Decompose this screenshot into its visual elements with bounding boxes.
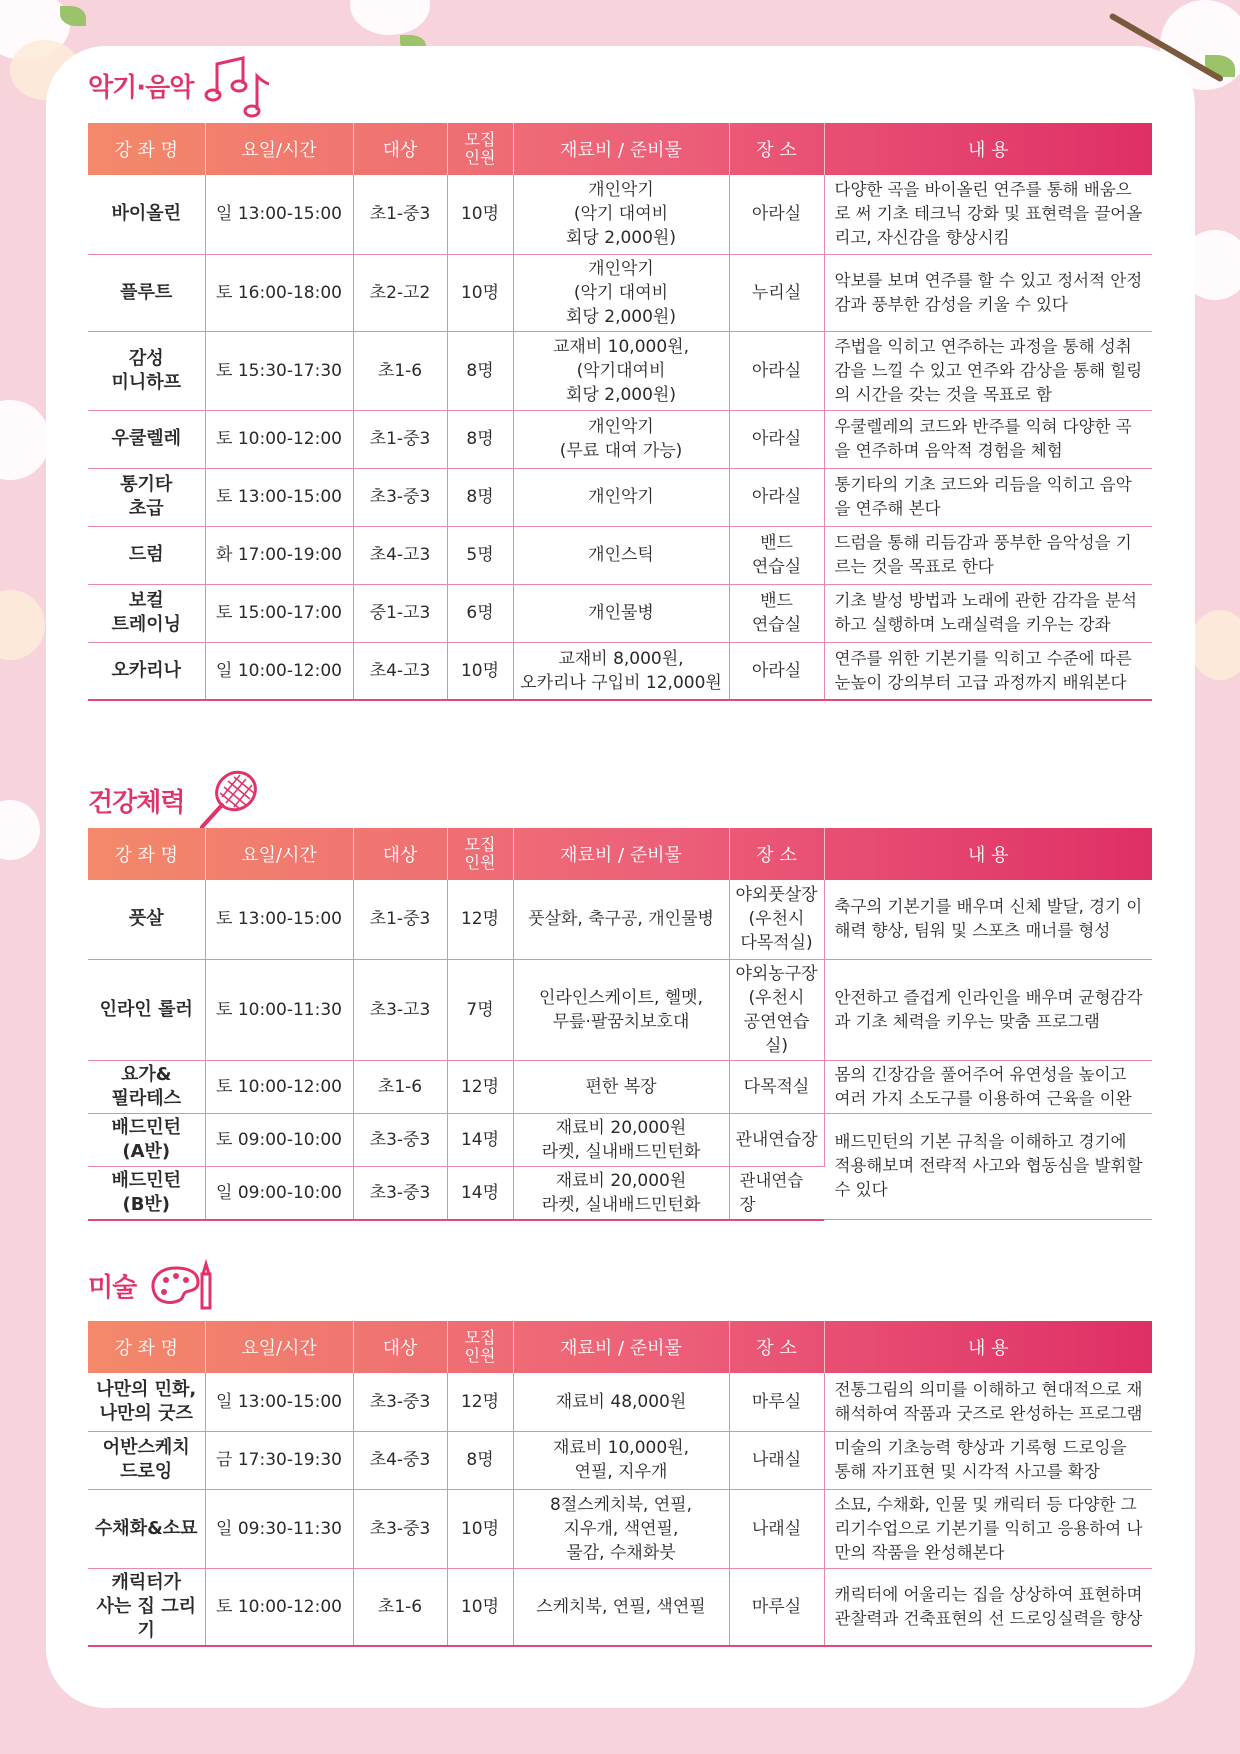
course-name: 감성 미니하프	[88, 331, 205, 410]
table-row	[88, 526, 1152, 584]
target-grade: 초1-6	[353, 1060, 447, 1113]
location: 누리실	[729, 254, 824, 331]
racket-icon	[194, 765, 264, 835]
description: 축구의 기본기를 배우며 신체 발달, 경기 이해력 향상, 팀워 및 스포츠 매너를 형성	[824, 880, 1152, 959]
description: 기초 발성 방법과 노래에 관한 감각을 분석하고 실행하며 노래실력을 키우는 강좌	[824, 584, 1152, 642]
table-row	[88, 880, 1152, 959]
target-grade: 초3-중3	[353, 1373, 447, 1431]
palette-icon	[146, 1250, 216, 1320]
table-row	[88, 1489, 1152, 1568]
capacity: 7명	[447, 959, 513, 1060]
music-table	[88, 123, 1152, 701]
capacity: 10명	[447, 175, 513, 254]
description: 연주를 위한 기본기를 익히고 수준에 따른 눈높이 강의부터 고급 과정까지 배워본다	[824, 642, 1152, 700]
materials: 풋살화, 축구공, 개인물병	[513, 880, 729, 959]
course-name: 플루트	[88, 254, 205, 331]
col-header-place: 장 소	[729, 1321, 824, 1373]
location: 마루실	[729, 1568, 824, 1646]
course-name: 캐릭터가 사는 집 그리기	[88, 1568, 205, 1646]
location: 아라실	[729, 331, 824, 410]
capacity: 10명	[447, 1489, 513, 1568]
table-header	[88, 1321, 1152, 1373]
col-header-time: 요일/시간	[205, 1321, 353, 1373]
schedule: 일 13:00-15:00	[205, 175, 353, 254]
target-grade: 초1-6	[353, 331, 447, 410]
section-title-text: 건강체력	[88, 787, 185, 818]
description: 안전하고 즐겁게 인라인을 배우며 균형감각과 기초 체력을 키우는 맞춤 프로그램	[824, 959, 1152, 1060]
col-header-target: 대상	[353, 828, 447, 880]
location: 다목적실	[729, 1060, 824, 1113]
table-row	[88, 584, 1152, 642]
schedule: 금 17:30-19:30	[205, 1431, 353, 1489]
course-name: 요가& 필라테스	[88, 1060, 205, 1113]
target-grade: 초4-중3	[353, 1431, 447, 1489]
description: 소묘, 수채화, 인물 및 캐릭터 등 다양한 그리기수업으로 기본기를 익히고 응용하여 나만의 작품을 완성해본다	[824, 1489, 1152, 1568]
materials: 개인물병	[513, 584, 729, 642]
col-header-count-label: 모집 인원	[464, 1328, 496, 1365]
materials: 재료비 20,000원 라켓, 실내배드민턴화	[513, 1166, 729, 1220]
target-grade: 초3-중3	[353, 1166, 447, 1220]
location: 관내연습장	[729, 1113, 824, 1166]
capacity: 14명	[447, 1113, 513, 1166]
description: 드럼을 통해 리듬감과 풍부한 음악성을 기르는 것을 목표로 한다	[824, 526, 1152, 584]
capacity: 12명	[447, 1373, 513, 1431]
description: 통기타의 기초 코드와 리듬을 익히고 음악을 연주해 본다	[824, 468, 1152, 526]
location: 밴드 연습실	[729, 584, 824, 642]
materials: 개인악기 (무료 대여 가능)	[513, 410, 729, 468]
course-name: 오카리나	[88, 642, 205, 700]
health-table-body	[88, 880, 1152, 1220]
schedule: 일 09:00-10:00	[205, 1166, 353, 1220]
capacity: 14명	[447, 1166, 513, 1220]
course-name: 보컬 트레이닝	[88, 584, 205, 642]
col-header-count	[447, 828, 513, 880]
location: 나래실	[729, 1489, 824, 1568]
capacity: 6명	[447, 584, 513, 642]
col-header-target: 대상	[353, 123, 447, 175]
table-header	[88, 123, 1152, 175]
schedule: 토 10:00-12:00	[205, 410, 353, 468]
table-row	[88, 1373, 1152, 1431]
art-table	[88, 1321, 1152, 1647]
course-name: 인라인 롤러	[88, 959, 205, 1060]
description: 캐릭터에 어울리는 집을 상상하여 표현하며 관찰력과 건축표현의 선 드로잉실력을 향상	[824, 1568, 1152, 1646]
music-section-title	[88, 55, 273, 115]
materials: 교재비 8,000원, 오카리나 구입비 12,000원	[513, 642, 729, 700]
art-table-body	[88, 1373, 1152, 1646]
target-grade: 초3-고3	[353, 959, 447, 1060]
materials: 재료비 48,000원	[513, 1373, 729, 1431]
table-header	[88, 828, 1152, 880]
location: 야외농구장 (우천시 공연연습실)	[729, 959, 824, 1060]
table-row	[88, 1113, 1152, 1166]
course-name: 드럼	[88, 526, 205, 584]
location: 아라실	[729, 175, 824, 254]
description: 몸의 긴장감을 풀어주어 유연성을 높이고 여러 가지 소도구를 이용하여 근육을 이완	[824, 1060, 1152, 1113]
col-header-content: 내 용	[968, 1338, 1009, 1359]
schedule: 일 13:00-15:00	[205, 1373, 353, 1431]
table-row	[88, 1060, 1152, 1113]
col-header-material: 재료비 / 준비물	[513, 828, 729, 880]
materials: 개인악기 (악기 대여비 회당 2,000원)	[513, 175, 729, 254]
health-table	[88, 828, 1152, 1221]
location: 마루실	[729, 1373, 824, 1431]
capacity: 10명	[447, 1568, 513, 1646]
capacity: 8명	[447, 410, 513, 468]
location: 밴드 연습실	[729, 526, 824, 584]
col-header-content: 내 용	[968, 845, 1009, 866]
materials: 스케치북, 연필, 색연필	[513, 1568, 729, 1646]
music-table-body	[88, 175, 1152, 700]
target-grade: 초1-6	[353, 1568, 447, 1646]
location: 아라실	[729, 468, 824, 526]
description: 미술의 기초능력 향상과 기록형 드로잉을 통해 자기표현 및 시각적 사고를 확장	[824, 1431, 1152, 1489]
schedule: 토 15:00-17:00	[205, 584, 353, 642]
course-name: 배드민턴 (A반)	[88, 1113, 205, 1166]
col-header-count	[447, 123, 513, 175]
description: 악보를 보며 연주를 할 수 있고 정서적 안정감과 풍부한 감성을 키울 수 있다	[824, 254, 1152, 331]
materials: 재료비 20,000원 라켓, 실내배드민턴화	[513, 1113, 729, 1166]
col-header-count	[447, 1321, 513, 1373]
schedule: 화 17:00-19:00	[205, 526, 353, 584]
col-header-count-label: 모집 인원	[464, 130, 496, 167]
target-grade: 초4-고3	[353, 526, 447, 584]
col-header-target: 대상	[353, 1321, 447, 1373]
capacity: 12명	[447, 1060, 513, 1113]
schedule: 일 10:00-12:00	[205, 642, 353, 700]
target-grade: 초1-중3	[353, 175, 447, 254]
materials: 8절스케치북, 연필, 지우개, 색연필, 물감, 수채화붓	[513, 1489, 729, 1568]
description: 다양한 곡을 바이올린 연주를 통해 배움으로 써 기초 테크닉 강화 및 표현력을 끌어올리고, 자신감을 향상시킴	[824, 175, 1152, 254]
capacity: 10명	[447, 254, 513, 331]
schedule: 토 13:00-15:00	[205, 468, 353, 526]
art-section-title	[88, 1255, 216, 1315]
col-header-count-label: 모집 인원	[464, 835, 496, 872]
table-row	[88, 1431, 1152, 1489]
col-header-place: 장 소	[729, 828, 824, 880]
capacity: 8명	[447, 1431, 513, 1489]
target-grade: 초4-고3	[353, 642, 447, 700]
schedule: 토 09:00-10:00	[205, 1113, 353, 1166]
target-grade: 초1-중3	[353, 880, 447, 959]
music-note-icon	[203, 50, 273, 120]
course-name: 나만의 민화, 나만의 굿즈	[88, 1373, 205, 1431]
location: 나래실	[729, 1431, 824, 1489]
table-row	[88, 642, 1152, 700]
course-name: 배드민턴 (B반)	[88, 1166, 205, 1220]
schedule: 토 10:00-12:00	[205, 1060, 353, 1113]
col-header-name: 강 좌 명	[88, 1321, 205, 1373]
table-row	[88, 1568, 1152, 1646]
materials: 교재비 10,000원, (악기대여비 회당 2,000원)	[513, 331, 729, 410]
location: 관내연습장	[729, 1166, 824, 1220]
capacity: 8명	[447, 468, 513, 526]
table-row	[88, 254, 1152, 331]
col-header-time: 요일/시간	[205, 123, 353, 175]
capacity: 12명	[447, 880, 513, 959]
materials: 재료비 10,000원, 연필, 지우개	[513, 1431, 729, 1489]
schedule: 토 10:00-12:00	[205, 1568, 353, 1646]
target-grade: 중1-고3	[353, 584, 447, 642]
target-grade: 초3-중3	[353, 1489, 447, 1568]
capacity: 10명	[447, 642, 513, 700]
description: 전통그림의 의미를 이해하고 현대적으로 재해석하여 작품과 굿즈로 완성하는 프로그램	[824, 1373, 1152, 1431]
location: 아라실	[729, 410, 824, 468]
location: 야외풋살장 (우천시 다목적실)	[729, 880, 824, 959]
description: 주법을 익히고 연주하는 과정을 통해 성취감을 느낄 수 있고 연주와 감상을 통해 힐링의 시간을 갖는 것을 목표로 함	[824, 331, 1152, 410]
description: 배드민턴의 기본 규칙을 이해하고 경기에 적용해보며 전략적 사고와 협동심을 발휘할 수 있다	[824, 1113, 1152, 1220]
schedule: 토 10:00-11:30	[205, 959, 353, 1060]
course-name: 어반스케치 드로잉	[88, 1431, 205, 1489]
target-grade: 초3-중3	[353, 468, 447, 526]
col-header-material: 재료비 / 준비물	[513, 123, 729, 175]
col-header-content: 내 용	[968, 140, 1009, 161]
location: 아라실	[729, 642, 824, 700]
capacity: 8명	[447, 331, 513, 410]
col-header-material: 재료비 / 준비물	[513, 1321, 729, 1373]
course-name: 수채화&소묘	[88, 1489, 205, 1568]
materials: 개인악기 (악기 대여비 회당 2,000원)	[513, 254, 729, 331]
course-name: 우쿨렐레	[88, 410, 205, 468]
table-row	[88, 468, 1152, 526]
col-header-name: 강 좌 명	[88, 828, 205, 880]
materials: 인라인스케이트, 헬멧, 무릎·팔꿈치보호대	[513, 959, 729, 1060]
materials: 개인악기	[513, 468, 729, 526]
schedule: 일 09:30-11:30	[205, 1489, 353, 1568]
course-name: 풋살	[88, 880, 205, 959]
table-row	[88, 175, 1152, 254]
materials: 편한 복장	[513, 1060, 729, 1113]
materials: 개인스틱	[513, 526, 729, 584]
target-grade: 초3-중3	[353, 1113, 447, 1166]
description: 우쿨렐레의 코드와 반주를 익혀 다양한 곡을 연주하며 음악적 경험을 체험	[824, 410, 1152, 468]
capacity: 5명	[447, 526, 513, 584]
schedule: 토 16:00-18:00	[205, 254, 353, 331]
table-row	[88, 959, 1152, 1060]
col-header-name: 강 좌 명	[88, 123, 205, 175]
course-name: 통기타 초급	[88, 468, 205, 526]
target-grade: 초2-고2	[353, 254, 447, 331]
table-row	[88, 410, 1152, 468]
section-title-text: 미술	[88, 1272, 137, 1303]
col-header-time: 요일/시간	[205, 828, 353, 880]
table-row	[88, 331, 1152, 410]
section-title-text: 악기·음악	[88, 72, 194, 103]
schedule: 토 13:00-15:00	[205, 880, 353, 959]
course-name: 바이올린	[88, 175, 205, 254]
schedule: 토 15:30-17:30	[205, 331, 353, 410]
col-header-place: 장 소	[729, 123, 824, 175]
health-section-title	[88, 770, 264, 830]
target-grade: 초1-중3	[353, 410, 447, 468]
